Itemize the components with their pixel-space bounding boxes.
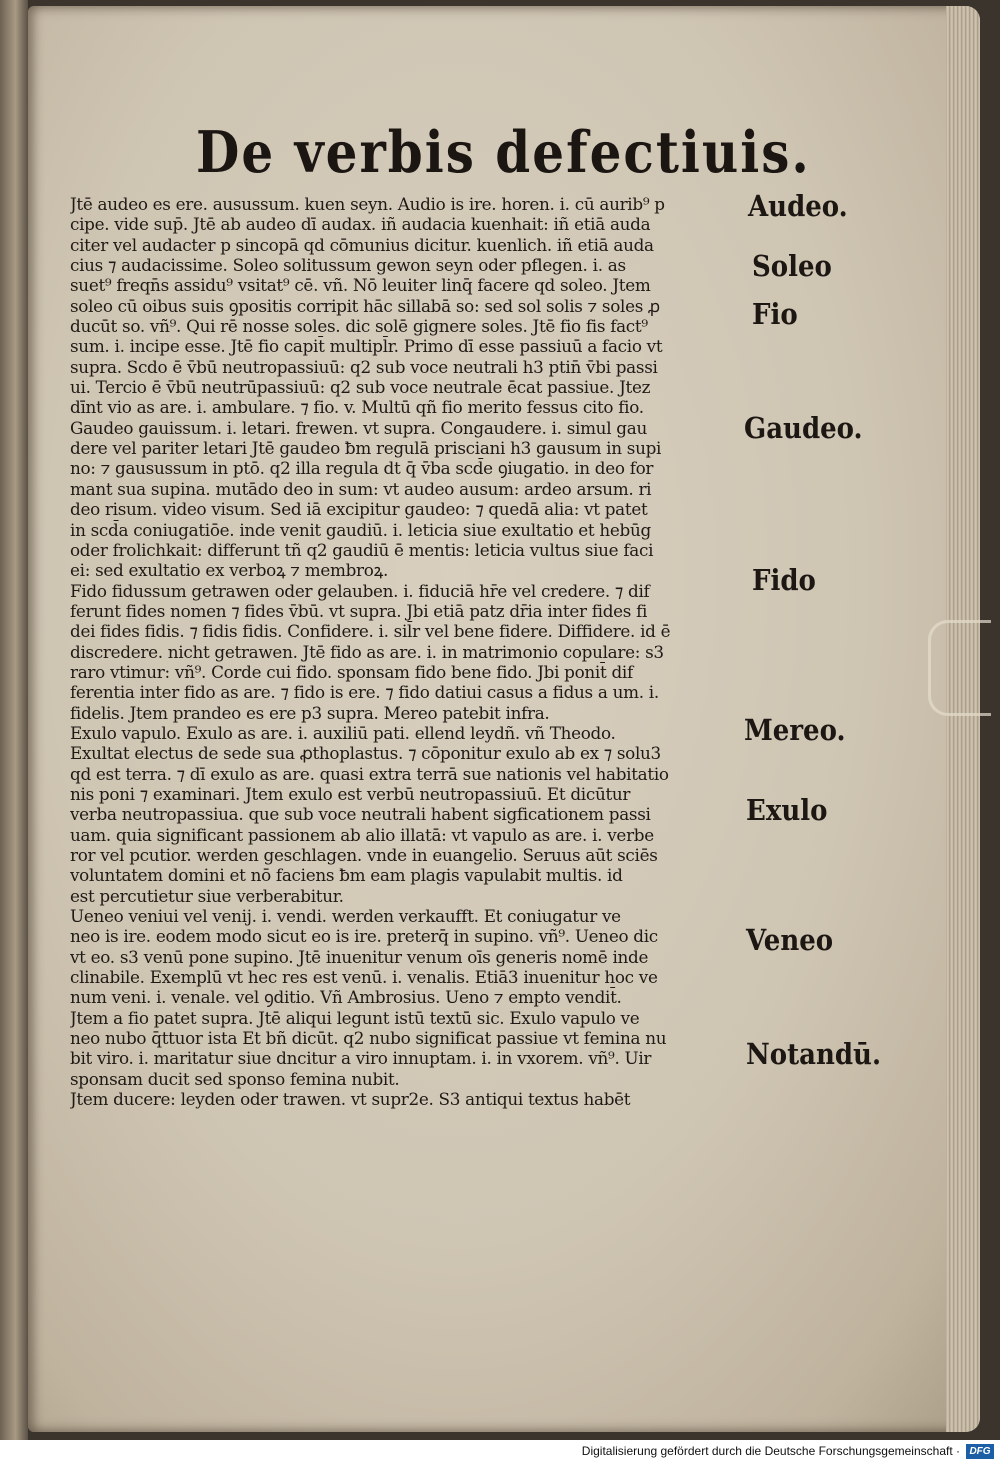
text-line: soleo cū oibus suis ꝯpositis corripit hāc sillabā so: sed sol solis ⁊ soles ꝓ (70, 295, 660, 316)
text-line: verba neutropassiua. que sub voce neutrali habent sigficationem passi (70, 804, 651, 825)
text-line: supra. Scdo ē v̄bū neutropassiuū: q2 sub voce neutrali h3 ptin̄ v̄bi passi (70, 356, 658, 377)
margin-note-soleo: Soleo (752, 250, 832, 284)
margin-note-fio: Fio (752, 298, 798, 332)
text-line: citer vel audacter p sincopā qd cōmunius dicitur. kuenlich. iñ etiā auda (70, 234, 654, 255)
text-line: cius ⁊ audacissime. Soleo solitussum gewon seyn oder pflegen. i. as (70, 255, 626, 276)
text-line: sponsam ducit sed sponso femina nubit. (70, 1068, 400, 1089)
text-line: Exultat electus de sede sua ꝓthoplastus. ⁊ cōponitur exulo ab ex ⁊ solu3 (70, 743, 661, 764)
text-line: ei: sed exultatio ex verboꝝ ⁊ membroꝝ. (70, 560, 389, 581)
funding-credit: Digitalisierung gefördert durch die Deutsche Forschungsgemeinschaft · (581, 1444, 960, 1458)
text-line: fidelis. Jtem prandeo es ere p3 supra. Mereo patebit infra. (70, 702, 550, 723)
text-line: uam. quia significant passionem ab alio illatā: vt vapulo as are. i. verbe (70, 824, 654, 845)
text-line: no: ⁊ gausussum in ptō. q2 illa regula dt q̄ v̄ba scd̄e ꝯiugatio. in deo for (70, 458, 654, 479)
page-heading: De verbis defectiuis. (196, 118, 811, 186)
text-line: vt eo. s3 venū pone supino. Jtē inuenitur venum oīs generis nomē inde (70, 946, 649, 967)
text-line: raro vtimur: vñ⁹. Corde cui fido. sponsam fido bene fido. Jbi ponit̄ dif (70, 661, 633, 682)
text-line: dei fides fidis. ⁊ fidis fidis. Confidere. i. sil̄r vel bene fidere. Diffidere. id ē (70, 621, 671, 642)
text-line: oder frolichkait: differunt tñ q2 gaudiū ē mentis: leticia vultus siue faci (70, 539, 654, 560)
text-line: num veni. i. venale. vel ꝯditio. Vñ Ambrosius. Ueno ⁊ empto vendit̄. (70, 987, 622, 1008)
left-page-edge (0, 0, 28, 1440)
margin-note-gaudeo: Gaudeo. (744, 412, 863, 446)
text-line: voluntatem domini et nō faciens ƀm eam plagis vapulabit multis. id (70, 865, 623, 886)
text-line: neo nubo q̄ttuor ista Et bñ dicūt. q2 nubo significat passiue vt femina nu (70, 1028, 667, 1049)
text-line: discredere. nicht getrawen. Jtē fido as are. i. in matrimonio copulare: s3 (70, 641, 664, 662)
text-line: Ueneo veniui vel venij. i. vendi. werden verkaufft. Et coniugatur ve (70, 906, 621, 927)
text-line: bit viro. i. maritatur siue dncitur a viro innuptam. i. in vxorem. vñ⁹. Uir (70, 1048, 652, 1069)
text-line: Fido fidussum getrawen oder gelauben. i. fiduciā hr̄e vel credere. ⁊ dif (70, 580, 650, 601)
text-line: dere vel pariter letari Jtē gaudeo ƀm regulā prisciani h3 gausum in supi (70, 438, 662, 459)
text-line: ui. Tercio ē v̄bū neutrūpassiuū: q2 sub voce neutrale ēcat passiue. Jtez (70, 377, 651, 398)
text-line: sum. i. incipe esse. Jtē fio capit̄ multipl̄r. Primo dī esse passiuū a facio vt (70, 336, 663, 357)
text-line: est percutietur siue verberabitur. (70, 885, 344, 906)
text-line: nis poni ⁊ examinari. Jtem exulo est verbū neutropassiuū. Et dicūtur (70, 783, 631, 804)
text-line: Jtem ducere: leyden oder trawen. vt supr2e. S3 antiqui textus habēt (70, 1089, 631, 1110)
dfg-logo: DFG (966, 1444, 994, 1459)
page-fore-edge (946, 6, 980, 1432)
margin-note-notandum: Notandū. (746, 1038, 882, 1072)
text-line: dīnt vio as are. i. ambulare. ⁊ fio. v. Multū qñ fio merito fessus cito fio. (70, 397, 644, 418)
text-line: ferunt fides nomen ⁊ fides v̄bū. vt supra. Jbi etiā patz dr̄ia inter fides fi (70, 600, 648, 621)
text-line: suet⁹ freqn̄s assidu⁹ vsitat⁹ cē. vñ. Nō leuiter linq̄ facere qd soleo. Jtem (70, 275, 651, 296)
footer-bar (0, 1440, 1000, 1464)
margin-note-veneo: Veneo (746, 924, 834, 958)
body-text (70, 194, 735, 1109)
margin-note-audeo: Audeo. (748, 190, 848, 224)
margin-note-exulo: Exulo (746, 794, 828, 828)
text-line: Jtē audeo es ere. ausussum. kuen seyn. Audio is ire. horen. i. cū aurib⁹ p (70, 194, 665, 214)
text-line: qd est terra. ⁊ dī exulo as are. quasi extra terrā sue nationis vel habitatio (70, 763, 669, 784)
text-line: neo is ire. eodem modo sicut eo is ire. preterq̄ in supino. vñ⁹. Ueneo dic (70, 926, 658, 947)
text-line: deo risum. video visum. Sed iā excipitur gaudeo: ⁊ quedā alia: vt patet (70, 499, 648, 520)
text-line: mant sua supina. mutādo deo in sum: vt audeo ausum: ardeo arsum. ri (70, 478, 652, 499)
bookmark-tab (928, 620, 991, 716)
text-line: cipe. vide sup̄. Jtē ab audeo dī audax. iñ audacia kuenhait: iñ etiā auda (70, 214, 651, 235)
text-line: ducūt so. vñ⁹. Qui rē nosse soles. dic solē gignere soles. Jtē fio fis fact⁹ (70, 316, 648, 337)
text-line: Exulo vapulo. Exulo as are. i. auxiliū pati. ellend leydñ. vñ Theodo. (70, 722, 616, 743)
text-line: ror vel pcutior. werden geschlagen. vnde in euangelio. Seruus aūt sciēs (70, 845, 658, 865)
text-line: in scd̄a coniugatiōe. inde venit gaudiū. i. leticia siue exultatio et hebūg (70, 519, 651, 540)
margin-note-mereo: Mereo. (744, 714, 846, 748)
text-line: ferentia inter fido as are. ⁊ fido is ere. ⁊ fido datiui casus a fidus a um. i. (70, 682, 659, 703)
text-line: Jtem a fio patet supra. Jtē aliqui legunt istū textū sic. Exulo vapulo ve (70, 1007, 640, 1028)
text-line: clinabile. Exemplū vt hec res est venū. i. venalis. Etiā3 inuenitur hoc ve (70, 967, 658, 988)
margin-note-fido: Fido (752, 564, 816, 598)
text-line: Gaudeo gauissum. i. letari. frewen. vt supra. Congaudere. i. simul gau (70, 417, 647, 438)
